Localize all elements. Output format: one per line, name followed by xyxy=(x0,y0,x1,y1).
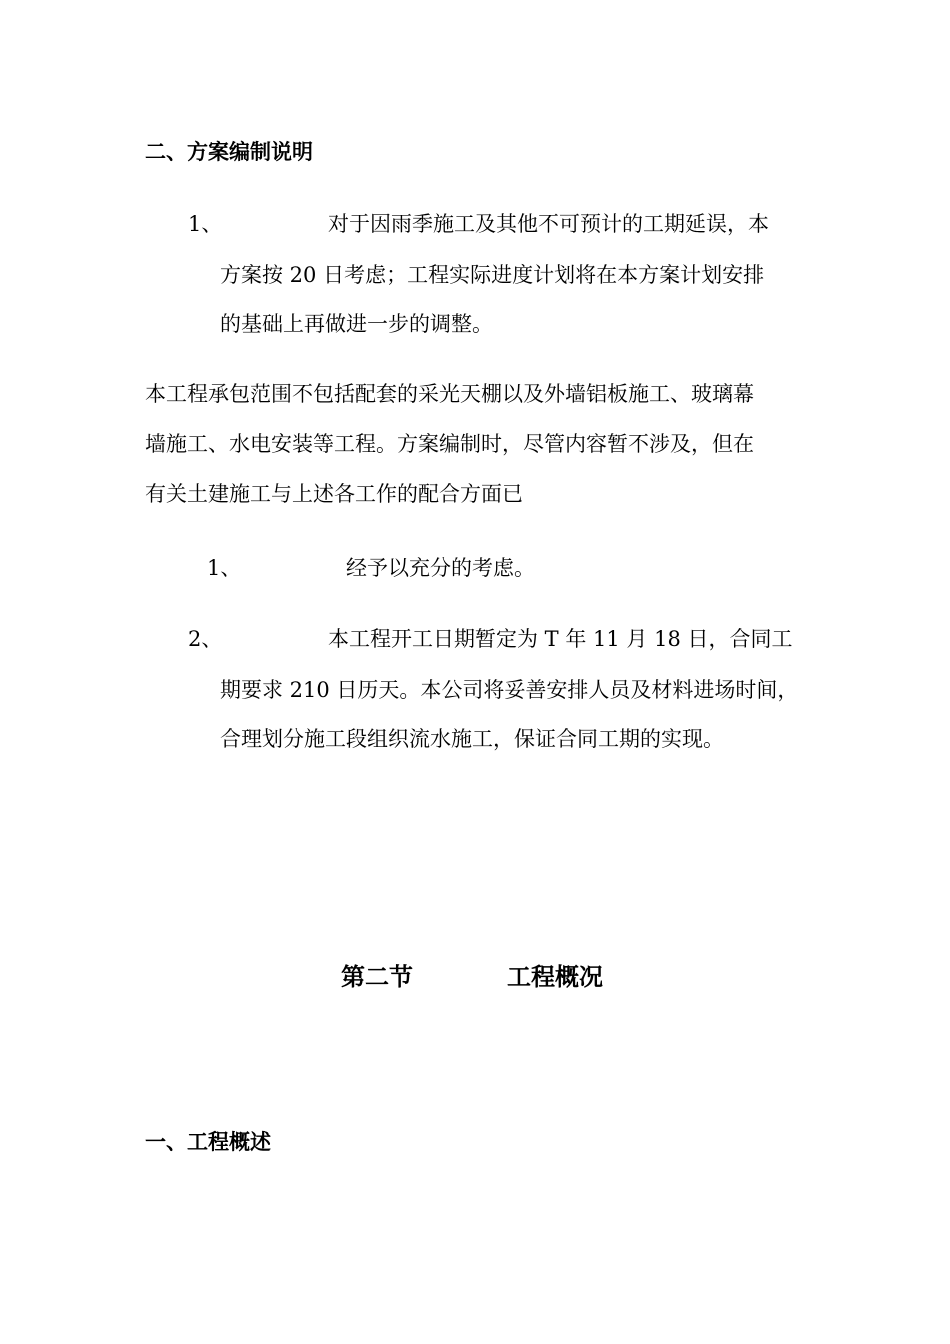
item-1b-number: 1、 xyxy=(207,556,242,580)
section-two-heading: 二、方案编制说明 xyxy=(145,140,313,164)
section-title-right: 工程概况 xyxy=(507,963,603,991)
item-1-line-3: 的基础上再做进一步的调整。 xyxy=(220,312,493,336)
item-2-line-3: 合理划分施工段组织流水施工，保证合同工期的实现。 xyxy=(220,727,724,751)
item-1-line-2: 方案按 20 日考虑；工程实际进度计划将在本方案计划安排 xyxy=(220,263,765,287)
item-2-number: 2、 xyxy=(188,627,223,651)
section-title-left: 第二节 xyxy=(341,963,413,991)
section-one-heading: 一、工程概述 xyxy=(145,1130,271,1154)
paragraph-line-2: 墙施工、水电安装等工程。方案编制时，尽管内容暂不涉及，但在 xyxy=(145,432,754,456)
item-1-line-1: 对于因雨季施工及其他不可预计的工期延误，本 xyxy=(328,212,769,236)
paragraph-line-1: 本工程承包范围不包括配套的采光天棚以及外墙铝板施工、玻璃幕 xyxy=(145,382,754,406)
paragraph-line-3: 有关土建施工与上述各工作的配合方面已 xyxy=(145,482,523,506)
item-2-line-1: 本工程开工日期暂定为 T 年 11 月 18 日，合同工 xyxy=(328,627,793,651)
item-1b-text: 经予以充分的考虑。 xyxy=(346,556,535,580)
item-2-line-2: 期要求 210 日历天。本公司将妥善安排人员及材料进场时间， xyxy=(220,678,799,702)
item-1-number: 1、 xyxy=(188,212,223,236)
